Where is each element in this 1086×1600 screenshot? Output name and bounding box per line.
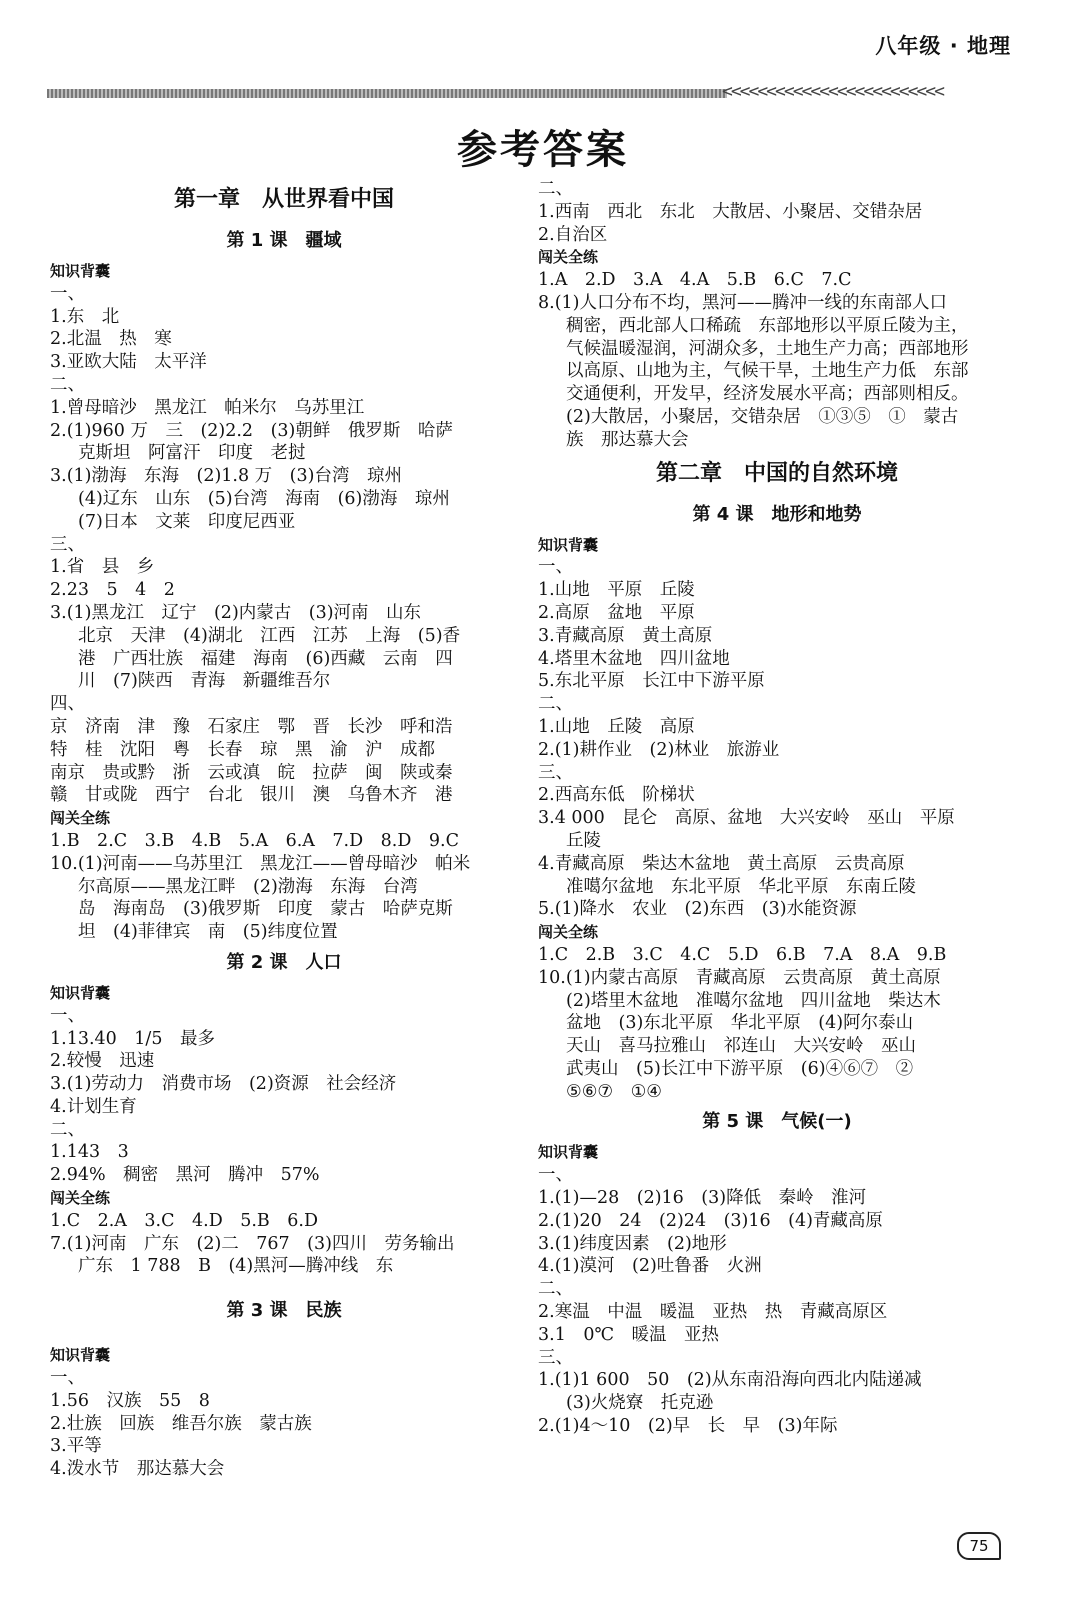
answer-line: 3.青藏高原 黄土高原 <box>538 625 713 646</box>
answer-line-continued: 气候温暖湿润，河湖众多，土地生产力高；西部地形 <box>566 338 969 359</box>
answer-line: 2.自治区 <box>538 224 608 245</box>
answer-line: 2.西高东低 阶梯状 <box>538 785 695 806</box>
answer-line-continued: 准噶尔盆地 东北平原 华北平原 东南丘陵 <box>566 876 916 897</box>
answer-line: 2.(1)耕作业 (2)林业 旅游业 <box>538 739 780 760</box>
answer-line: 特 桂 沈阳 粤 长春 琼 黑 渝 沪 成都 <box>50 739 435 760</box>
section-label: 闯关全练 <box>538 923 599 942</box>
answer-line: 2.23 5 4 2 <box>50 580 175 601</box>
answer-line: 三、 <box>538 762 573 783</box>
chapter-heading: 第二章 中国的自然环境 <box>655 460 898 486</box>
page-number: 75 <box>957 1532 1001 1560</box>
answer-line: 一、 <box>50 1005 85 1026</box>
lesson-heading: 第 4 课 地形和地势 <box>692 503 862 525</box>
answer-line: 3.(1)黑龙江 辽宁 (2)内蒙古 (3)河南 山东 <box>50 602 422 623</box>
answer-line: 京 济南 津 豫 石家庄 鄂 晋 长沙 呼和浩 <box>50 716 453 737</box>
answer-line: 8.(1)人口分布不均，黑河——腾冲一线的东南部人口 <box>538 292 947 313</box>
answer-line-continued: (4)辽东 山东 (5)台湾 海南 (6)渤海 琼州 <box>78 488 450 509</box>
answer-line: 1.56 汉族 55 8 <box>50 1390 210 1411</box>
answer-line: 2.(1)4～10 (2)早 长 早 (3)年际 <box>538 1416 838 1437</box>
answer-line: 二、 <box>538 1279 573 1300</box>
answer-line: 2.94% 稠密 黑河 腾冲 57% <box>50 1165 320 1186</box>
answer-line: 10.(1)内蒙古高原 青藏高原 云贵高原 黄土高原 <box>538 967 941 988</box>
answer-line: 1.曾母暗沙 黑龙江 帕米尔 乌苏里江 <box>50 397 365 418</box>
answer-line-continued: 丘陵 <box>566 830 601 851</box>
answer-line: 四、 <box>50 694 85 715</box>
answer-line: 1.C 2.A 3.C 4.D 5.B 6.D <box>50 1210 319 1231</box>
answer-line: 5.东北平原 长江中下游平原 <box>538 671 765 692</box>
answer-line: 三、 <box>538 1347 573 1368</box>
answer-line: 1.(1)1 600 50 (2)从东南沿海向西北内陆递减 <box>538 1370 922 1391</box>
spacer <box>50 1278 518 1292</box>
answer-line: 一、 <box>538 557 573 578</box>
answer-line: 1.143 3 <box>50 1142 129 1163</box>
answer-line-continued: (2)塔里木盆地 准噶尔盆地 四川盆地 柴达木 <box>566 990 941 1011</box>
section-label: 知识背囊 <box>50 1346 111 1365</box>
answer-line: 10.(1)河南——乌苏里江 黑龙江——曾母暗沙 帕米 <box>50 853 471 874</box>
section-label: 闯关全练 <box>50 809 111 828</box>
answer-line: 2.北温 热 寒 <box>50 329 172 350</box>
answer-column-right <box>538 178 1016 1438</box>
lesson-heading: 第 1 课 疆域 <box>226 230 342 251</box>
answer-line-continued: (7)日本 文莱 印度尼西亚 <box>78 511 296 532</box>
header-chevrons-decoration: <<<<<<<<<<<<<<<<<<<<<<<<< <box>722 81 943 102</box>
answer-line-continued: 岛 海南岛 (3)俄罗斯 印度 蒙古 哈萨克斯 <box>78 899 453 920</box>
answer-line-continued: 广东 1 788 B (4)黑河—腾冲线 东 <box>78 1256 394 1277</box>
answer-line: 二、 <box>538 179 573 199</box>
answer-line-continued: 川 (7)陕西 青海 新疆维吾尔 <box>78 671 331 692</box>
answer-line: 3.4 000 昆仑 高原、盆地 大兴安岭 巫山 平原 <box>538 808 955 829</box>
answer-line: 3.平等 <box>50 1436 102 1457</box>
answer-line-continued: 港 广西壮族 福建 海南 (6)西藏 云南 四 <box>78 648 453 669</box>
section-label: 闯关全练 <box>538 248 599 267</box>
header-label: 八年级 · 地理 <box>875 34 1011 58</box>
answer-line: 3.(1)劳动力 消费市场 (2)资源 社会经济 <box>50 1074 397 1095</box>
answer-line: 4.青藏高原 柴达木盆地 黄土高原 云贵高原 <box>538 853 905 874</box>
answer-line: 二、 <box>50 374 85 395</box>
lesson-heading: 第 3 课 民族 <box>226 1300 342 1322</box>
answer-line: 二、 <box>538 694 573 715</box>
answer-line: 3.(1)渤海 东海 (2)1.8 万 (3)台湾 琼州 <box>50 466 402 487</box>
section-label: 知识背囊 <box>50 983 111 1002</box>
answer-line: 2.(1)960 万 三 (2)2.2 (3)朝鲜 俄罗斯 哈萨 <box>50 420 453 441</box>
chapter-heading: 第一章 从世界看中国 <box>173 187 394 212</box>
answer-line: 南京 贵或黔 浙 云或滇 皖 拉萨 闽 陕或秦 <box>50 762 453 783</box>
answer-line: 2.寒温 中温 暖温 亚热 热 青藏高原区 <box>538 1302 888 1323</box>
answer-line-continued: 天山 喜马拉雅山 祁连山 大兴安岭 巫山 <box>566 1036 916 1057</box>
answer-line: 一、 <box>50 1368 85 1389</box>
answer-line-continued: 交通便利，开发早，经济发展水平高；西部则相反。 <box>566 384 969 405</box>
answer-line-continued: (3)火烧寮 托克逊 <box>566 1393 714 1414</box>
answer-line-continued: (2)大散居，小聚居，交错杂居 ①③⑤ ① 蒙古 <box>566 406 959 427</box>
answer-line: 3.1 0℃ 暖温 亚热 <box>538 1324 720 1345</box>
answer-column-left <box>50 178 518 1481</box>
answer-line-continued: 族 那达慕大会 <box>566 429 689 450</box>
answer-line: 二、 <box>50 1119 85 1140</box>
answer-line: 1.西南 西北 东北 大散居、小聚居、交错杂居 <box>538 201 923 222</box>
section-label: 知识背囊 <box>538 535 599 554</box>
answer-line-continued: 北京 天津 (4)湖北 江西 江苏 上海 (5)香 <box>78 625 461 646</box>
answer-line: 1.13.40 1/5 最多 <box>50 1028 215 1049</box>
answer-line-continued: 盆地 (3)东北平原 华北平原 (4)阿尔泰山 <box>566 1013 914 1034</box>
answer-line: 1.省 县 乡 <box>50 557 155 578</box>
answer-line-continued: 坦 (4)菲律宾 南 (5)纬度位置 <box>78 922 338 943</box>
answer-line: 2.较慢 迅速 <box>50 1051 155 1072</box>
spacer <box>50 1330 518 1344</box>
answer-line: 1.山地 平原 丘陵 <box>538 580 695 601</box>
lesson-heading: 第 2 课 人口 <box>226 951 342 973</box>
answer-line: 1.东 北 <box>50 306 120 327</box>
answer-line: 1.B 2.C 3.B 4.B 5.A 6.A 7.D 8.D 9.C <box>50 830 459 851</box>
header-rule <box>47 89 727 98</box>
answer-line: 4.泼水节 那达慕大会 <box>50 1459 225 1480</box>
answer-line: 4.塔里木盆地 四川盆地 <box>538 648 730 669</box>
answer-line: 7.(1)河南 广东 (2)二 767 (3)四川 劳务输出 <box>50 1233 455 1254</box>
answer-line: 3.(1)纬度因素 (2)地形 <box>538 1233 727 1254</box>
answer-line: 1.山地 丘陵 高原 <box>538 716 695 737</box>
page-title: 参考答案 <box>457 127 629 173</box>
section-label: 知识背囊 <box>50 262 111 280</box>
answer-line: 5.(1)降水 农业 (2)东西 (3)水能资源 <box>538 899 857 920</box>
answer-line-continued: 尔高原——黑龙江畔 (2)渤海 东海 台湾 <box>78 876 418 897</box>
answer-line: 1.A 2.D 3.A 4.A 5.B 6.C 7.C <box>538 270 852 291</box>
section-label: 闯关全练 <box>50 1189 111 1208</box>
answer-line: 2.高原 盆地 平原 <box>538 602 695 623</box>
answer-line: 1.(1)—28 (2)16 (3)降低 秦岭 淮河 <box>538 1188 867 1209</box>
answer-line-continued: 以高原、山地为主，气候干旱，土地生产力低 东部 <box>566 361 969 382</box>
answer-line: 4.(1)漠河 (2)吐鲁番 火洲 <box>538 1256 762 1277</box>
answer-line: 赣 甘或陇 西宁 台北 银川 澳 乌鲁木齐 港 <box>50 785 453 806</box>
answer-line-continued: 稠密，西北部人口稀疏 东部地形以平原丘陵为主， <box>566 315 969 336</box>
answer-line: 4.计划生育 <box>50 1096 137 1117</box>
answer-line: 2.(1)20 24 (2)24 (3)16 (4)青藏高原 <box>538 1210 883 1231</box>
answer-line-continued: ⑤⑥⑦ ①④ <box>566 1081 662 1102</box>
answer-line: 三、 <box>50 534 85 555</box>
answer-line: 3.亚欧大陆 太平洋 <box>50 352 207 373</box>
answer-line-continued: 武夷山 (5)长江中下游平原 (6)④⑥⑦ ② <box>566 1058 914 1079</box>
answer-line-continued: 克斯坦 阿富汗 印度 老挝 <box>78 443 306 464</box>
answer-line: 1.C 2.B 3.C 4.C 5.D 6.B 7.A 8.A 9.B <box>538 944 947 965</box>
lesson-heading: 第 5 课 气候(一) <box>702 1111 852 1133</box>
section-label: 知识背囊 <box>538 1143 599 1162</box>
answer-line: 2.壮族 回族 维吾尔族 蒙古族 <box>50 1413 312 1434</box>
answer-line: 一、 <box>538 1165 573 1186</box>
answer-line: 一、 <box>50 283 85 304</box>
